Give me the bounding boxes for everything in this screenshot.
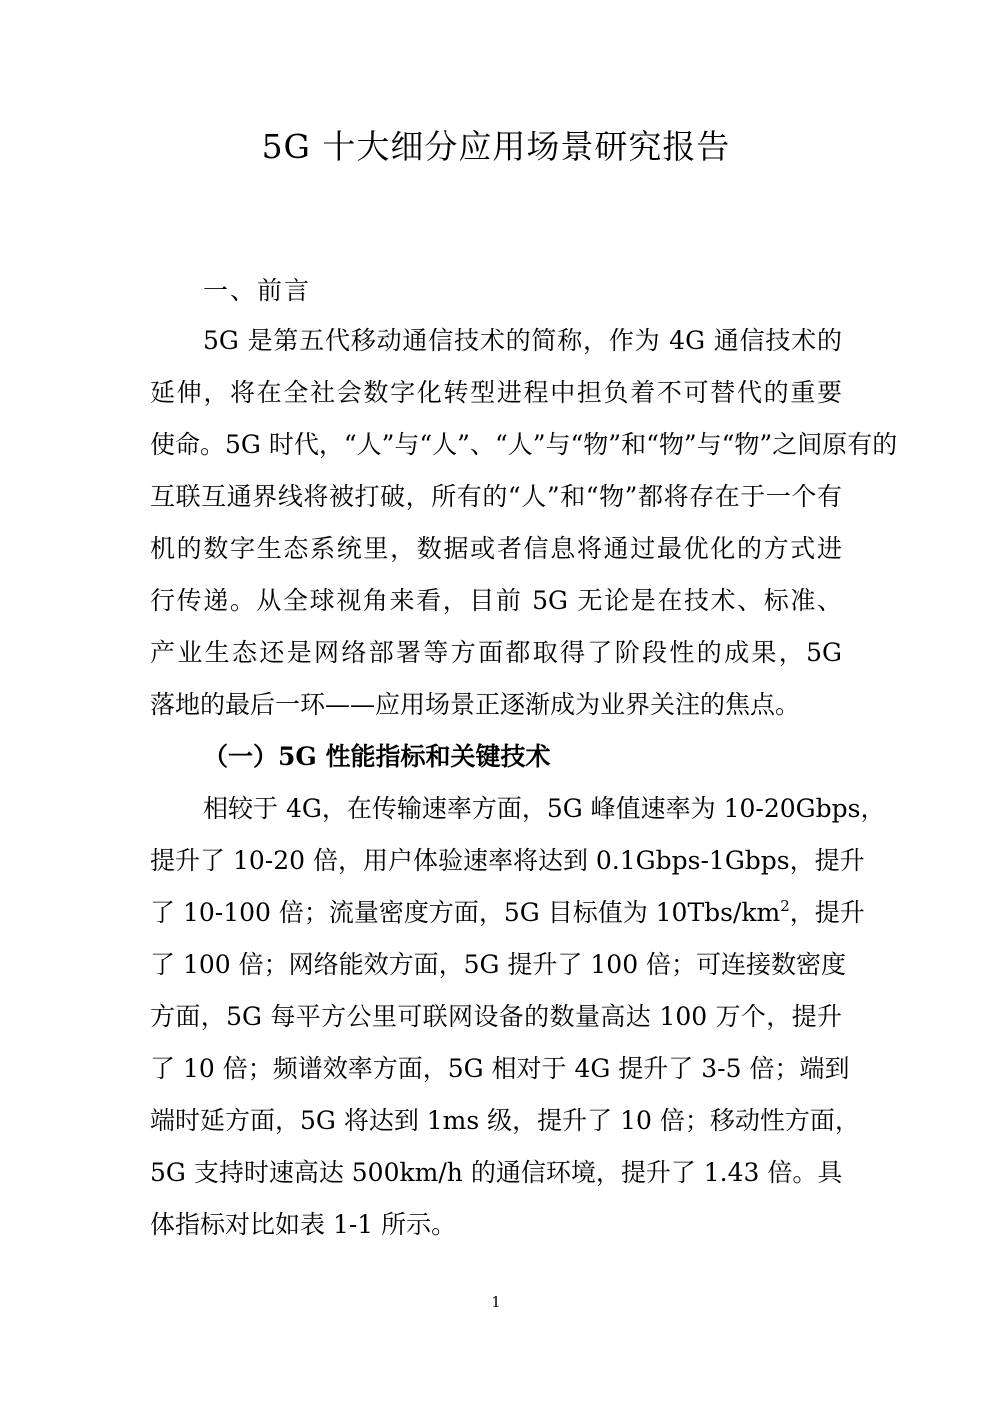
paragraph-line: 5G 是第五代移动通信技术的简称，作为 4G 通信技术的: [203, 326, 842, 355]
line-text-suffix: ，提升: [789, 898, 865, 927]
paragraph-line: 体指标对比如表 1-1 所示。: [150, 1210, 457, 1239]
paragraph-line: 行传递。从全球视角来看，目前 5G 无论是在技术、标准、: [150, 586, 842, 615]
paragraph-line: 落地的最后一环——应用场景正逐渐成为业界关注的焦点。: [150, 690, 801, 719]
paragraph-line: 5G 支持时速高达 500km/h 的通信环境，提升了 1.43 倍。具: [150, 1158, 843, 1187]
paragraph-line: 使命。5G 时代，“人”与“人”、“人”与“物”和“物”与“物”之间原有的: [150, 430, 898, 459]
intro-paragraph: [150, 315, 898, 731]
document-title: 5G 十大细分应用场景研究报告: [261, 127, 731, 166]
page-number: 1: [491, 1293, 501, 1311]
paragraph-line: 机的数字生态系统里，数据或者信息将通过最优化的方式进: [150, 534, 842, 563]
paragraph-line: 了 10 倍；频谱效率方面，5G 相对于 4G 提升了 3-5 倍；端到: [150, 1054, 850, 1083]
subsection-heading: （一）5G 性能指标和关键技术: [203, 742, 551, 771]
paragraph-line: 延伸，将在全社会数字化转型进程中担负着不可替代的重要: [150, 378, 842, 407]
paragraph-line: 方面，5G 每平方公里可联网设备的数量高达 100 万个，提升: [150, 1002, 842, 1031]
paragraph-line-with-superscript: [150, 887, 865, 939]
superscript: 2: [780, 897, 790, 915]
performance-paragraph: [150, 783, 886, 1251]
paragraph-line: 产业生态还是网络部署等方面都取得了阶段性的成果，5G: [150, 638, 842, 667]
section-heading-preface: 一、前言: [203, 276, 312, 305]
paragraph-line: 了 100 倍；网络能效方面，5G 提升了 100 倍；可连接数密度: [150, 950, 847, 979]
paragraph-line: 相较于 4G，在传输速率方面，5G 峰值速率为 10-20Gbps，: [203, 794, 886, 823]
paragraph-line: 互联互通界线将被打破，所有的“人”和“物”都将存在于一个有: [150, 482, 842, 511]
line-text: 了 10-100 倍；流量密度方面，5G 目标值为 10Tbs/km: [150, 898, 781, 927]
paragraph-line: 端时延方面，5G 将达到 1ms 级，提升了 10 倍；移动性方面，: [150, 1106, 860, 1135]
paragraph-line: 提升了 10-20 倍，用户体验速率将达到 0.1Gbps-1Gbps，提升: [150, 846, 865, 875]
